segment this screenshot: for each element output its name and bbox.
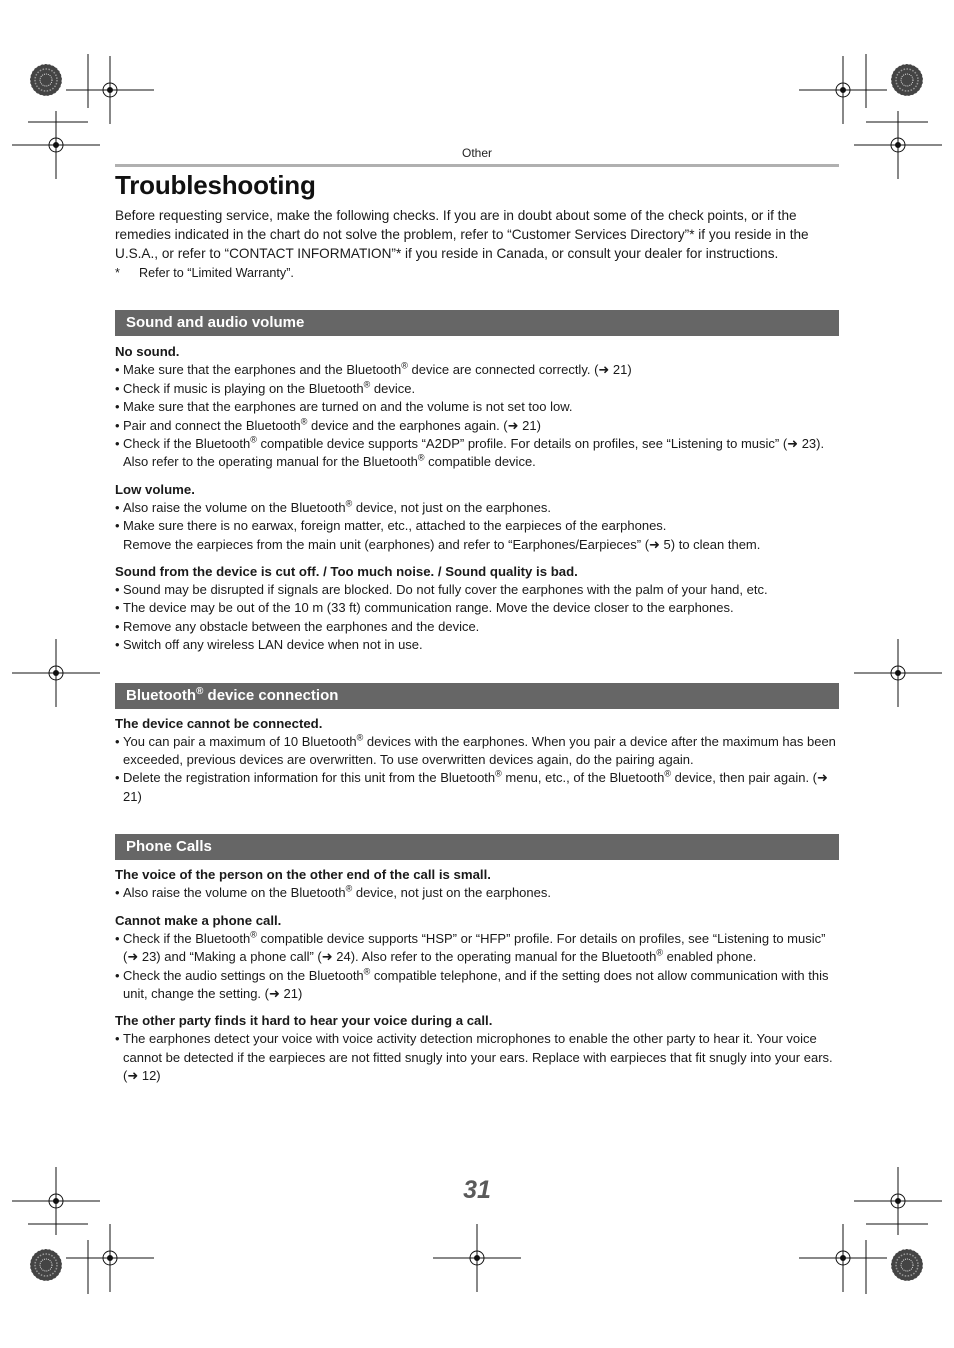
section-heading-bluetooth: Bluetooth® device connection [115,683,839,709]
list-item: • Switch off any wireless LAN device when not in use. [115,636,839,654]
list-cannot-call [115,930,839,1004]
list-item: • Remove any obstacle between the earphones and the device. [115,618,839,636]
list-item: • The earphones detect your voice with voice activity detection microphones to enable the other party to hear it. Your voice cannot be detected if the earpieces are not fitted snugly into your ears. Replace with earpieces that fit snugly into your ears. (➜ 12) [115,1030,839,1085]
list-item: • Check the audio settings on the Bluetooth® compatible telephone, and if the setting does not allow communication with this unit, change the setting. (➜ 21) [115,967,839,1004]
list-item: • Make sure that the earphones are turned on and the volume is not set too low. [115,398,839,416]
list-item: • Check if music is playing on the Bluetooth® device. [115,380,839,398]
list-item: • Also raise the volume on the Bluetooth® device, not just on the earphones. [115,884,839,902]
subheading-hard-to-hear: The other party finds it hard to hear your voice during a call. [115,1013,493,1029]
list-no-sound [115,361,839,471]
body-flow [115,207,839,1086]
list-item: • Pair and connect the Bluetooth® device and the earphones again. (➜ 21) [115,417,839,435]
list-cut-off [115,581,839,655]
list-item: • Check if the Bluetooth® compatible device supports “A2DP” profile. For details on profiles, see “Listening to music” (➜ 23). Also refer to the operating manual for the Bluetooth® compatible device. [115,435,839,472]
section-heading-sound: Sound and audio volume [115,310,839,336]
list-voice-small [115,884,839,902]
footnote-text: Refer to “Limited Warranty”. [139,266,294,281]
subheading-cannot-call: Cannot make a phone call. [115,912,282,928]
subheading-voice-small: The voice of the person on the other end of the call is small. [115,867,491,883]
list-item: • Sound may be disrupted if signals are blocked. Do not fully cover the earphones with the palm of your hand, etc. [115,581,839,599]
list-item: • You can pair a maximum of 10 Bluetooth® devices with the earphones. When you pair a device after the maximum has been exceeded, previous devices are overwritten. To use overwritten devices again, do the pairing again. [115,733,839,770]
list-low-volume [115,499,839,554]
footnote [115,264,839,282]
list-item: • The device may be out of the 10 m (33 ft) communication range. Move the device closer to the earphones. [115,599,839,617]
header-divider [115,164,839,167]
intro-paragraph: Before requesting service, make the following checks. If you are in doubt about some of the check points, or if the remedies indicated in the chart do not solve the problem, refer to “Customer Services Directory”* if you reside in the U.S.A., or refer to “CONTACT INFORMATION”* if you reside in Canada, or consult your dealer for instructions. [115,208,809,261]
list-item: • Make sure that the earphones and the Bluetooth® device are connected correctly. (➜ 21) [115,361,839,379]
list-hard-to-hear [115,1030,839,1085]
subheading-cut-off: Sound from the device is cut off. / Too much noise. / Sound quality is bad. [115,564,578,580]
subheading-cannot-connect: The device cannot be connected. [115,715,323,731]
section-heading-phone: Phone Calls [115,834,839,860]
subheading-low-volume: Low volume. [115,481,195,497]
list-item: • Check if the Bluetooth® compatible device supports “HSP” or “HFP” profile. For details on profiles, see “Listening to music” (➜ 23) and “Making a phone call” (➜ 24). Also refer to the operating manual for the Bluetooth® enabled phone. [115,930,839,967]
section-label: Other [461,146,492,160]
list-item: • Make sure there is no earwax, foreign matter, etc., attached to the earpieces of the earphones. Remove the earpieces from the main unit (earphones) and refer to “Earphones/Earpieces” (➜ 5) to clean them. [115,517,839,554]
page-title: Troubleshooting [115,170,316,200]
list-item: • Delete the registration information for this unit from the Bluetooth® menu, etc., of the Bluetooth® device, then pair again. (➜ 21) [115,769,839,806]
footnote-mark: * [115,266,120,281]
list-cannot-connect [115,733,839,807]
page-number: 31 [463,1176,491,1204]
list-item: • Also raise the volume on the Bluetooth® device, not just on the earphones. [115,499,839,517]
subheading-no-sound: No sound. [115,344,180,360]
